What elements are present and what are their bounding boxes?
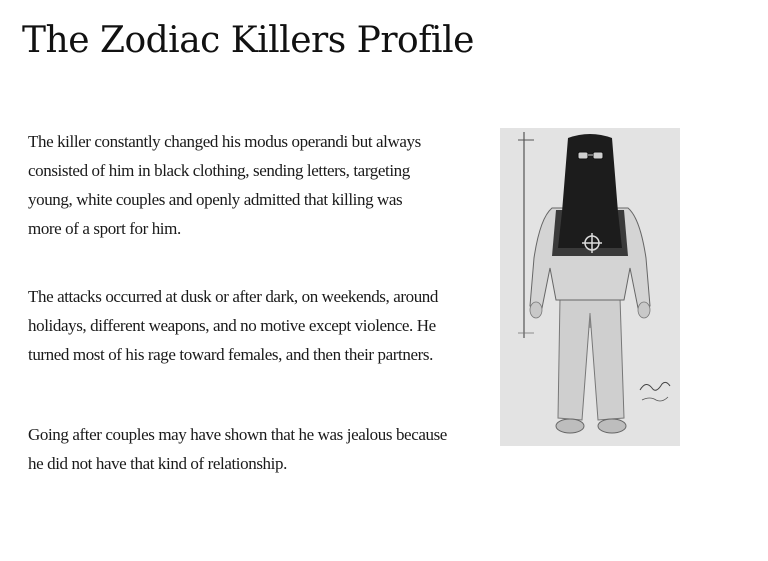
- zodiac-costume-sketch: [500, 128, 680, 446]
- slide-title: The Zodiac Killers Profile: [22, 20, 474, 61]
- paragraph-attack-pattern: The attacks occurred at dusk or after dark, on weekends, around holidays, different weapons, and no motive except violence. He turned most of his rage toward females, and then their partners.: [28, 287, 439, 364]
- paragraph-jealousy: Going after couples may have shown that he was jealous because he did not have that kind of relationship.: [28, 425, 447, 473]
- zodiac-sketch-image: [500, 128, 680, 446]
- paragraph-modus-operandi: The killer constantly changed his modus operandi but always consisted of him in black clothing, sending letters, targeting young, white couples and openly admitted that killing was more of a sport for him.: [28, 132, 421, 238]
